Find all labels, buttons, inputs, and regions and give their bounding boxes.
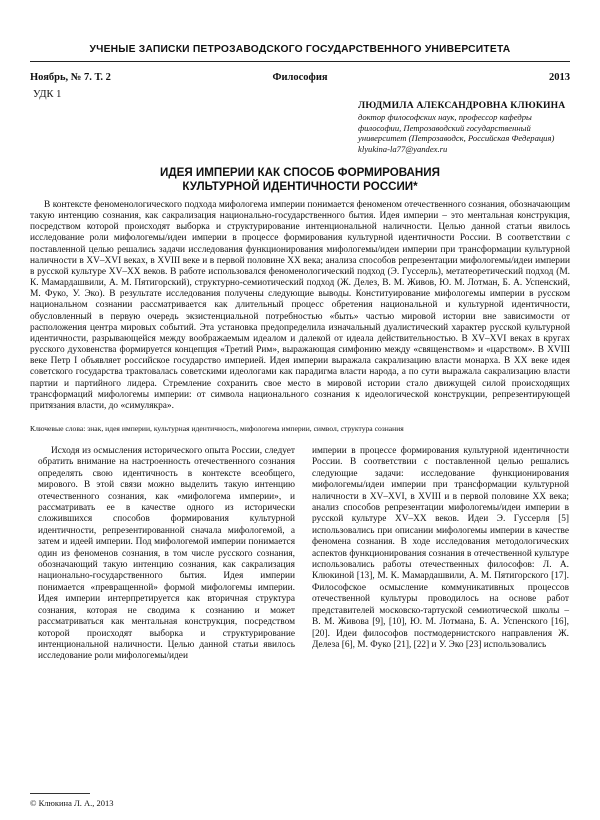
article-title-line-1: ИДЕЯ ИМПЕРИИ КАК СПОСОБ ФОРМИРОВАНИЯ bbox=[160, 166, 440, 179]
author-credentials: доктор философских наук, профессор кафедры философии, Петрозаводский государственный университет (Петрозаводск, Российская Федерация) bbox=[358, 112, 555, 144]
article-title-line-2: КУЛЬТУРНОЙ ИДЕНТИЧНОСТИ РОССИИ* bbox=[182, 180, 418, 193]
body-column-left bbox=[38, 446, 295, 663]
keywords bbox=[30, 424, 570, 434]
udk-code: УДК 1 bbox=[33, 89, 62, 100]
section-name: Философия bbox=[272, 72, 328, 83]
body-paragraph-continued: империи в процессе формирования культурной идентичности России. В соответствии с поставленной целью решались следующие задачи: исследование функционирования мифологемы/идеи империи при трансформации культурной наличности в XV–XVI, в XVIII и в первой половине XX века; анализ способов репрезентации мифологемы/идеи империи в русской культуре XV–XX веков. Идеи Э. Гуссерля [5] использовались при описании мифологемы империи в качестве феномена сознания. В ходе исследования методологических аспектов функционирования сознания в отечественной культуре использовались работы отечественных философов: Л. А. Клюкиной [13], М. К. Мамардашвили, А. М. Пятигорского [17]. Философское осмысление коммуникативных процессов отечественной культуры проводилось на основе работ представителей московско-тартуской семиотической школы – В. М. Живова [9], [10], Ю. М. Лотмана, Б. А. Успенского [16], [20]. Идеи философов постмодернистского направления Ж. Делеза [6], М. Фуко [21], [22] и У. Эко [23] использовались bbox=[312, 446, 569, 650]
body-paragraph: Исходя из осмысления исторического опыта России, следует обратить внимание на настроенность отечественного сознания определять свою идентичность в контексте всеобщего, мирового. В этой связи можно выделить такую интенцию отечественного сознания, как «мифологема империи», и рассматривать ее в качестве одного из исторически сложившихся способов формирования культурной идентичности, репрезентированной сначала мифологемой, а затем и идеей империи. Под мифологемой империи понимается один из феноменов сознания, в том числе русского сознания, обозначающий такую интенцию сознания, как сакрализация национально-государственного бытия. Идея империи понимается «превращенной» формой мифологемы империи. Идея империи интерпретируется как вторичная структура сознания, которая не сводима к сознанию и может рассматриваться как ментальная конструкция, посредством которой происходят выборка и структурирование интенциональной наличности. Целью данной статьи явилось исследование роли мифологемы/идеи bbox=[38, 446, 295, 662]
header-divider bbox=[30, 61, 570, 62]
keywords-text: знак, идея империи, культурная идентичность, мифологема империи, символ, структура сознания bbox=[87, 424, 404, 433]
copyright-notice: © Клюкина Л. А., 2013 bbox=[30, 798, 114, 808]
keywords-label: Ключевые слова: bbox=[30, 424, 86, 433]
author-email[interactable]: klyukina-la77@yandex.ru bbox=[358, 143, 448, 154]
author-name: ЛЮДМИЛА АЛЕКСАНДРОВНА КЛЮКИНА bbox=[358, 100, 566, 111]
journal-title: УЧЕНЫЕ ЗАПИСКИ ПЕТРОЗАВОДСКОГО ГОСУДАРСТВЕННОГО УНИВЕРСИТЕТА bbox=[89, 44, 511, 55]
issue-year: 2013 bbox=[549, 72, 570, 83]
issue-info: Ноябрь, № 7. Т. 2 bbox=[30, 72, 111, 83]
footer-divider bbox=[30, 793, 90, 794]
abstract: В контексте феноменологического подхода мифологема империи понимается феноменом отечественного сознания, обозначающим такую интенцию сознания, как сакрализация национально-государственного бытия. Идея империи – это ментальная конструкция, посредством которой происходят выборка и структурирование интенциональной наличности. Целью данной статьи явилось исследование роли мифологемы/идеи империи в процессе формирования культурной идентичности России. В соответствии с поставленной целью решались задачи исследования функционирования мифологемы/идеи империи при трансформации культурной наличности в XV–XVI веках, в XVIII веке и в первой половине XX века; анализа способов репрезентации мифологемы/идеи империи в русской культуре XV–XX веков. В работе использовался феноменологический подход (Э. Гуссерль), метатеоретический подход (М. К. Мамардашвили, А. М. Пятигорский), структурно-семиотический подход (Ж. Делез, В. М. Живов, Ю. М. Лотман, Б. А. Успенский, М. Фуко, У. Эко). В результате исследования получены следующие выводы. Конституирование мифологемы империи в русском национальном сознании рассматривается как длительный процесс обретения национальной и культурной идентичности, обусловленный в первую очередь экзистенциальной потребностью «быть» частью мировой истории вне зависимости от расположения центра мировых событий. Эта установка предопределила изначальный дуалистический характер русской культурной идентичности, разрывающейся между воображаемым идеалом и далекой от идеала действительностью. В XV–XVI веках в кругах русского духовенства формируется концепция «Третий Рим», выражающая симфонию между «священством» и «царством». В XVIII веке Петр I объявляет российское государство империей. Идея империи выражала сакрализацию власти монарха. В XX веке идея советского государства трактовалась советскими идеологами как парадигма власти народа, а по сути выражала сакрализацию власти партии и партийного лидера. Стремление сохранить свое место в мировой истории стало движущей силой происходящих трансформаций мифологемы империи: от символа национального сознания к идеологической конструкции, репрезентирующей притязания власти, до «симулякра». bbox=[30, 200, 570, 411]
article-title bbox=[60, 166, 540, 194]
author-block bbox=[358, 99, 570, 154]
body-column-right bbox=[312, 446, 569, 651]
